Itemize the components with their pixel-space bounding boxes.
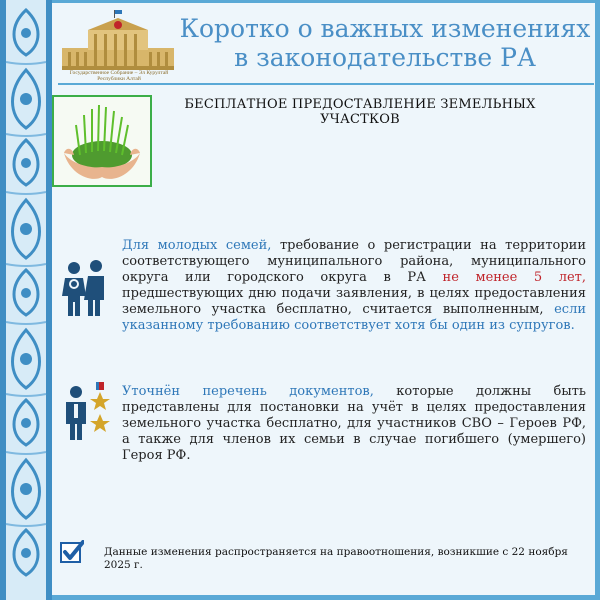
title-divider <box>58 83 594 85</box>
footer-note: Данные изменения распространяется на правоотношения, возникшие с 22 ноября 2025 г. <box>104 546 568 571</box>
title-line-1: Коротко о важных изменениях <box>179 14 591 43</box>
hero-medal-icon <box>62 382 118 442</box>
item2-text: которые должны быть представлены для постановки на учёт в целях предоставления земельного участка бесплатно, для участников СВО – Героев РФ, а также для членов их семьи в случае погибшего (умершего) Героя РФ. <box>122 384 587 463</box>
section-heading-line-1: БЕСПЛАТНОЕ ПРЕДОСТАВЛЕНИЕ ЗЕМЕЛЬНЫХ <box>184 97 536 112</box>
hands-with-grass-image <box>52 95 152 187</box>
section-heading <box>180 97 540 127</box>
hands-grass-icon <box>54 97 150 185</box>
item1-tail: если указанному требованию соответствует хотя бы один из супругов. <box>122 302 586 333</box>
item1-text-2: предшествующих дню подачи заявления, в целях предоставления земельного участка бесплатно, считается выполненным, <box>122 286 586 317</box>
page-title <box>178 14 592 72</box>
item1-text-1: требование о регистрации на территории соответствующего муниципального района, муниципального округа или городского округа в РА <box>122 238 587 285</box>
family-icon <box>60 258 110 318</box>
ornament-border-icon <box>0 0 52 600</box>
title-line-2: в законодательстве РА <box>234 43 536 72</box>
item-svo-heroes-text <box>122 384 586 464</box>
section-heading-line-2: УЧАСТКОВ <box>320 112 400 127</box>
item1-lead: Для молодых семей, <box>122 238 272 253</box>
item2-lead: Уточнён перечень документов, <box>122 384 374 399</box>
checkbox-checked-icon <box>60 540 84 564</box>
item1-highlight: не менее 5 лет, <box>442 270 586 285</box>
logo-caption: Государственное Собрание – Эл Курултай Республики Алтай <box>69 70 169 82</box>
item-young-families-text <box>122 238 586 334</box>
